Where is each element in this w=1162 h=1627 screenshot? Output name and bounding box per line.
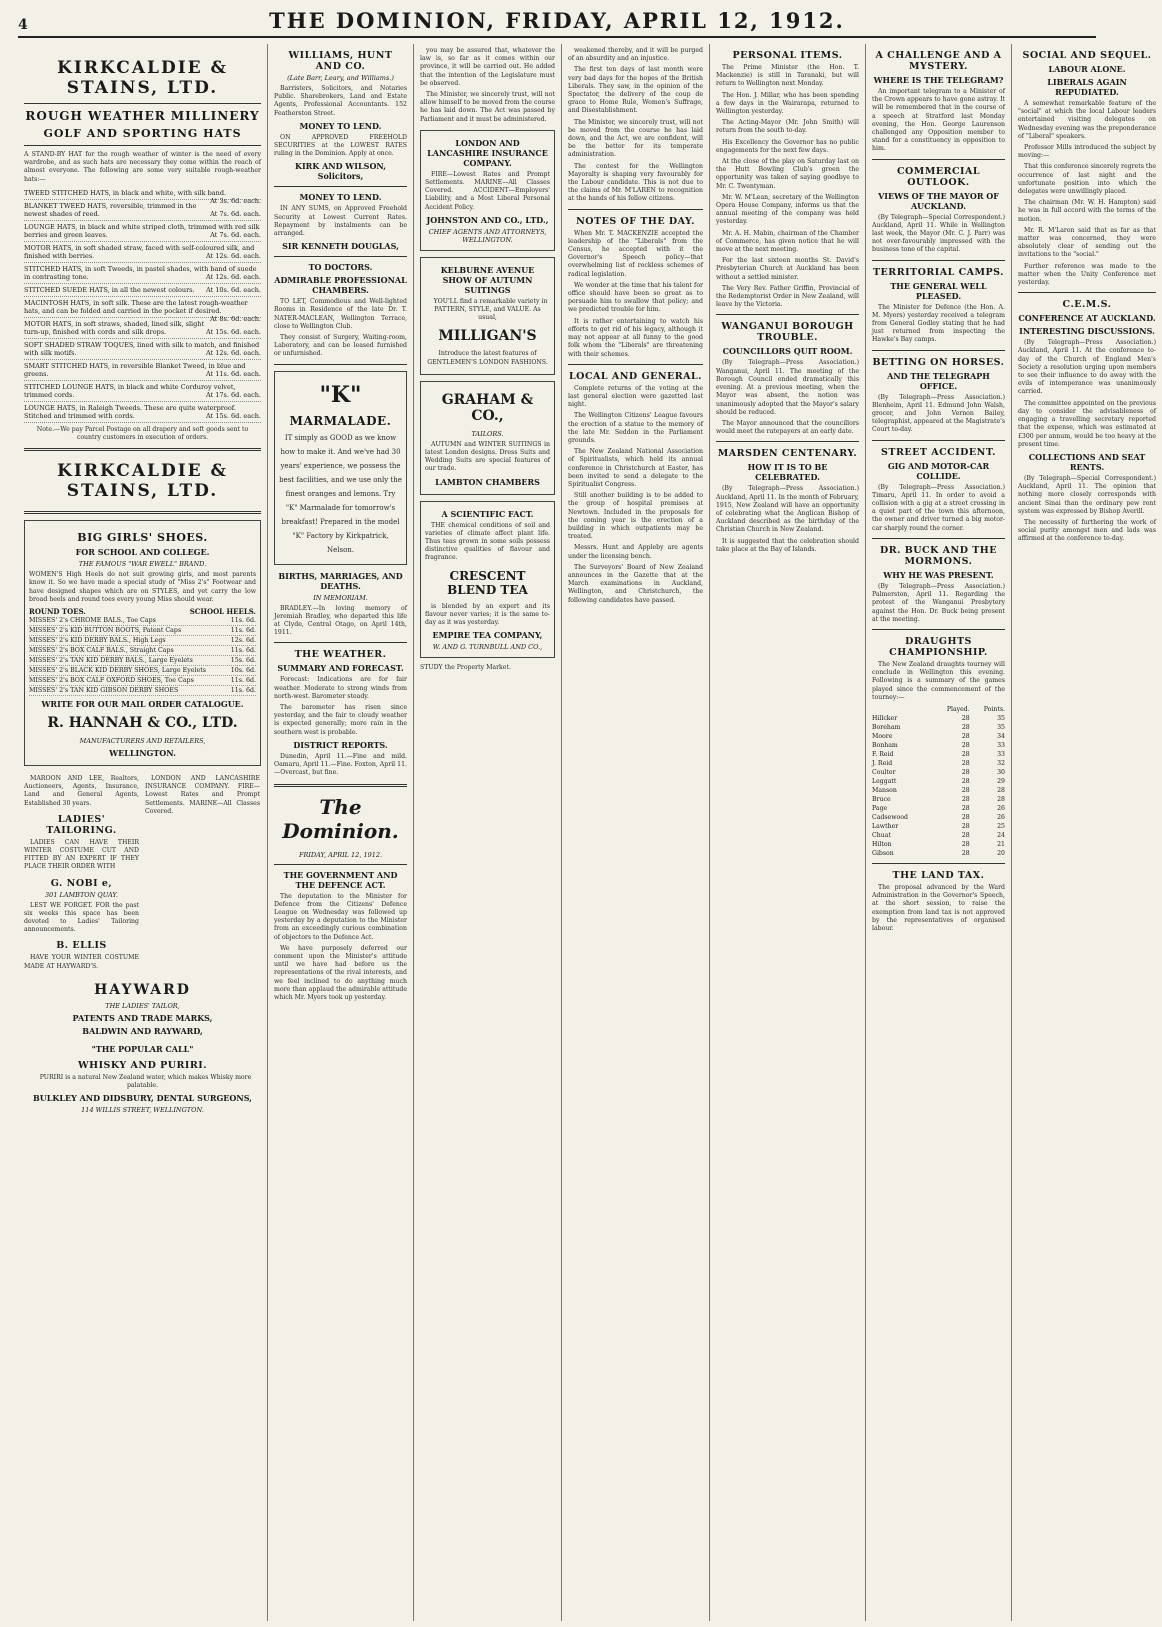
study-property: STUDY the Property Market. <box>420 664 511 672</box>
milligans-name: MILLIGAN'S <box>438 328 537 345</box>
whisky-puriri: WHISKY AND PURIRI. <box>77 1059 208 1071</box>
marsden-centenary: MARSDEN CENTENARY. <box>717 448 858 460</box>
empire-tea: EMPIRE TEA COMPANY, <box>432 630 543 641</box>
draughts-row: Hilton 28 21 <box>872 840 1005 848</box>
defence-heading: THE GOVERNMENT AND THE DEFENCE ACT. <box>283 869 398 890</box>
shoes-list <box>29 616 256 696</box>
hat-item: MACINTOSH HATS, in soft silk. These are the latest rough-weather hats, and can be folded and carried in the pocket if desired. At 8s. 6d. each. <box>24 298 261 323</box>
london-lancashire: LONDON AND LANCASHIRE INSURANCE COMPANY. <box>427 137 548 168</box>
hat-item: MOTOR HATS, in soft straws, shaded, lined silk, slight turn-up, finished with cords and silk drops. At 15s. 6d. each. <box>24 318 261 339</box>
shoes-col-heels: SCHOOL HEELS. <box>189 607 256 617</box>
hats-list <box>24 187 261 423</box>
shoe-item: MISSES' 2's TAN KID GIBSON DERBY SHOES 11s. 6d. <box>29 687 256 695</box>
scientific-fact: A SCIENTIFIC FACT. <box>441 508 534 519</box>
personal-items: PERSONAL ITEMS. <box>732 50 843 61</box>
golf-heading: GOLF AND SPORTING HATS <box>43 127 242 140</box>
masthead-title: THE DOMINION, FRIDAY, APRIL 12, 1912. <box>269 8 845 33</box>
ladies-tailoring: LADIES' TAILORING. <box>46 813 117 836</box>
marmalade-text: IT simply as GOOD as we know how to make it. And we've had 30 years' experience, we possess the best facilities, and we use only the finest oranges and lemons. Try "K" Marmalade for tomorrow's breakfast! Prepared in the model "K" Factory by Kirkpatrick, Nelson. <box>279 433 402 554</box>
column-7: SOCIAL AND SEQUEL. LABOUR ALONE. LIBERALS AGAIN REPUDIATED. A somewhat remarkable feature of the "social" at which the local Labour leaders entertained visiting delegates on Wednesday evening was the preponderance of "Liberal" speakers. Professor Mills introduced the subject by moving:— That this conference sincerely regrets the occurrence of last night and the unfortunate position into which the delegates were unwillingly placed. The chairman (Mr. W. H. Hampton) said he was in full accord with the terms of the motion. Mr. R. M'Laren said that as far as that matter was concerned, they were absolutely clear of sending out the invitations to the "social." Further reference was made to the matter when the Unity Conference met yesterday. C.E.M.S. CONFERENCE AT AUCKLAND. INTERESTING DISCUSSIONS. (By Telegraph—Press Association.) Auckland, April 11. At the conference to-day of the Church of England Men's Society a resolution urging upon members to see their influence to do away with the evils of intemperance was unanimously carried. The committee appointed on the previous day to consider the advisableness of engaging a travelling secretary reported that the expense, which was estimated at £300 per annum, would be too heavy at the present time. COLLECTIONS AND SEAT RENTS. (By Telegraph—Special Correspondent.) Auckland, April 11. The opinion that nothing more closely corresponds with ancient Sinai than the ordinary pew rent system was expressed by Bishop Averill. The necessity of furthering the work of social purity amongst men and lads was affirmed at the conference to-day. <box>1018 50 1156 543</box>
draughts-row: Hillcker 28 35 <box>872 714 1005 722</box>
hat-item: TWEED STITCHED HATS, in black and white, with silk band. At 3s. 6d. each. <box>24 188 261 205</box>
shoes-footer: WRITE FOR OUR MAIL ORDER CATALOGUE. <box>41 699 244 710</box>
hat-item: STITCHED SUEDE HATS, in all the newest colours. At 10s. 6d. each. <box>24 284 261 297</box>
hannah-name: R. HANNAH & CO., LTD. <box>47 715 238 732</box>
money-to-lend-2: MONEY TO LEND. <box>299 192 382 203</box>
draughts-championship: DRAUGHTS CHAMPIONSHIP. <box>889 635 988 658</box>
shoes-brand: THE FAMOUS "WAR EWELL" BRAND. <box>78 560 207 569</box>
hannah-city: WELLINGTON. <box>109 748 176 759</box>
shoes-intro: WOMEN'S High Heels do not suit growing girls, and most parents know it. So we have made a special study of "Miss 2's" Footwear and have designed shapes which are on STYLES, and yet carry the low broad heels and round toes every young Miss should wear. <box>29 571 256 603</box>
births-heading: BIRTHS, MARRIAGES, AND DEATHS. <box>278 570 403 591</box>
to-doctors: TO DOCTORS. <box>308 262 373 273</box>
hat-item: BLANKET TWEED HATS, reversible, trimmed in the newest shades of reed. At 7s. 6d. each. <box>24 200 261 221</box>
street-accident: STREET ACCIDENT. <box>881 446 996 458</box>
marmalade-heading: MARMALADE. <box>289 413 392 428</box>
hat-item: MOTOR HATS, in soft shaded straw, faced with self-coloured silk, and finished with berries. At 12s. 6d. each. <box>24 242 261 263</box>
lambton-chambers: LAMBTON CHAMBERS <box>435 476 540 487</box>
cems-heading: C.E.M.S. <box>1062 299 1112 311</box>
weather-heading: THE WEATHER. <box>294 649 387 661</box>
column-3: you may be assured that, whatever the law is, so far as it comes within our province, it will be carried out. He added that the intention of the Legislature must be observed. The Minister, we sincerely trust, will not allow himself to be moved from the course he has laid down. The Act was passed by Parliament and it must be administered. LONDON AND LANCASHIRE INSURANCE COMPANY. FIRE—Lowest Rates and Prompt Settlements. MARINE—All Classes Covered. ACCIDENT—Employers' Liability, and a Most Liberal Personal Accident Policy. JOHNSTON AND CO., LTD., CHIEF AGENTS AND ATTORNEYS, WELLINGTON. KELBURNE AVENUE SHOW OF AUTUMN SUITINGS YOU'LL find a remarkable variety in PATTERN, STYLE, and VALUE. As usual, MILLIGAN'S Introduce the latest features of GENTLEMEN'S LONDON FASHIONS. GRAHAM & CO., TAILORS. AUTUMN and WINTER SUITINGS in latest London designs. Dress Suits and Wedding Suits are special features of our trade. LAMBTON CHAMBERS A SCIENTIFIC FACT. THE chemical conditions of soil and varieties of climate affect plant life. Thus teas grown in some soils possess distinctive qualities of flavour and fragrance. CRESCENT BLEND TEA is blended by an expert and its flavour never varies; it is the same to-day as it was yesterday. EMPIRE TEA COMPANY, W. AND G. TURNBULL AND CO., STUDY the Property Market. <box>414 44 562 1621</box>
hat-item: SMART STITCHED HATS, in reversible Blanket Tweed, in blue and greens. At 11s. 6d. each. <box>24 360 261 381</box>
hat-item: LOUNGE HATS, in Raleigh Tweeds. These are quite waterproof. Stitched and trimmed with cords. At 15s. 6d. each. <box>24 402 261 423</box>
draughts-row: Gibson 28 20 <box>872 849 1005 857</box>
bulkley-address: 114 WILLIS STREET, WELLINGTON. <box>81 1106 204 1115</box>
land-tax: THE LAND TAX. <box>892 869 985 881</box>
labour-alone: LABOUR ALONE. <box>1048 64 1126 74</box>
draughts-row: Boreham 28 35 <box>872 723 1005 731</box>
draughts-row: Moore 28 34 <box>872 732 1005 740</box>
bulkley-name: BULKLEY AND DIDSBURY, DENTAL SURGEONS, <box>33 1093 252 1104</box>
hannah-sub: MANUFACTURERS AND RETAILERS, <box>79 737 206 746</box>
williams-sub: (Late Barr, Leary, and Williams.) <box>287 74 394 82</box>
shoe-item: MISSES' 2's TAN KID DERBY BALS., Large Eyelets 15s. 6d. <box>29 657 256 665</box>
hat-item: SOFT SHADED STRAW TOQUES, lined with silk to match, and finished with silk motifs. At 12s. 6d. each. <box>24 339 261 360</box>
cems-sub: CONFERENCE AT AUCKLAND. <box>1018 313 1156 324</box>
kirk-wilson: KIRK AND WILSON, Solicitors, <box>294 161 386 182</box>
draughts-row: Manson 28 28 <box>872 786 1005 794</box>
hayward-sub: THE LADIES' TAILOR, <box>105 1001 180 1010</box>
kelburne-show: KELBURNE AVENUE SHOW OF AUTUMN SUITINGS <box>440 264 535 295</box>
column-5: PERSONAL ITEMS. The Prime Minister (the Hon. T. Mackenzie) is still in Taranaki, but will return to Wellington next Monday. The Hon. J. Millar, who has been spending a few days in the Wairarapa, returned to Wellington yesterday. The Acting-Mayor (Mr. John Smith) will return from the south to-day. His Excellency the Governor has no public engagements for the next few days. At the close of the play on Saturday last on the Hutt Bowling Club's green the opportunity was taken of saying goodbye to Mr. C. Twentyman. Mr. W. M'Lean, secretary of the Wellington Opera House Company, informs us that the annual meeting of the company was held yesterday. Mr. A. H. Mabin, chairman of the Chamber of Commerce, has given notice that he will move at the next meeting. For the last sixteen months St. David's Presbyterian Church at Auckland has been without a settled minister. The Very Rev. Father Griffin, Provincial of the Redemptorist Order in New Zealand, will leave by the Victoria. WANGANUI BOROUGH TROUBLE. COUNCILLORS QUIT ROOM. (By Telegraph—Press Association.) Wanganui, April 11. The meeting of the Borough Council ended dramatically this evening. At a previous meeting, when the Mayor was absent, the notion was unanimously adopted that the Mayor's salary should be reduced. The Mayor announced that the councillors would meet the ratepayers at an early date. MARSDEN CENTENARY. HOW IT IS TO BE CELEBRATED. (By Telegraph—Press Association.) Auckland, April 11. In the month of February, 1915, New Zealand will have an opportunity of celebrating what the Anglican Bishop of Auckland described as the birthday of the Christian Church in New Zealand. It is suggested that the celebration should take place at the Bay of Islands. <box>710 44 866 1621</box>
rough-weather-heading: ROUGH WEATHER MILLINERY <box>25 109 260 123</box>
turnbull-co: W. AND G. TURNBULL AND CO., <box>432 643 543 652</box>
shoes-heading: BIG GIRLS' SHOES. <box>77 531 208 545</box>
shoes-col-round: ROUND TOES. <box>29 607 86 617</box>
territorial-camps: TERRITORIAL CAMPS. <box>872 266 1004 278</box>
wanganui-trouble: WANGANUI BOROUGH TROUBLE. <box>721 321 854 344</box>
money-to-lend: MONEY TO LEND. <box>299 120 382 131</box>
crescent-tea: CRESCENT BLEND TEA <box>447 568 528 597</box>
commercial-sub: VIEWS OF THE MAYOR OF AUCKLAND. <box>878 190 999 211</box>
johnston-co: JOHNSTON AND CO., LTD., <box>426 214 549 225</box>
k-marmalade-ad <box>274 371 407 565</box>
kirkcaldie-header: KIRKCALDIE & STAINS, LTD. <box>57 58 228 98</box>
commercial-outlook: COMMERCIAL OUTLOOK. <box>896 165 981 188</box>
street-sub: GIG AND MOTOR-CAR COLLIDE. <box>887 460 990 481</box>
editorial-date: FRIDAY, APRIL 12, 1912. <box>298 850 383 859</box>
popular-call: "THE POPULAR CALL" <box>91 1043 194 1054</box>
draughts-row: Cadsewood 28 26 <box>872 813 1005 821</box>
hat-item: LOUNGE HATS, in black and white striped cloth, trimmed with red silk berries and green leaves. At 7s. 6d. each. <box>24 221 261 242</box>
k-logo: "K" <box>319 381 362 408</box>
notes-of-the-day: NOTES OF THE DAY. <box>576 215 695 227</box>
johnston-sub: CHIEF AGENTS AND ATTORNEYS, WELLINGTON. <box>428 227 547 244</box>
column-6: A CHALLENGE AND A MYSTERY. WHERE IS THE TELEGRAM? An important telegram to a Minister of the Crown appears to have gone astray. It will be remembered that in the course of a speech at Stratford last Monday evening, the Hon. George Laurenson challenged any Opposition member to stand for a constituency in opposition to him. COMMERCIAL OUTLOOK. VIEWS OF THE MAYOR OF AUCKLAND. (By Telegraph—Special Correspondent.) Auckland, April 11. While in Wellington last week, the Mayor (Mr. C. J. Parr) was not over-favourably impressed with the business tone of the capital. TERRITORIAL CAMPS. THE GENERAL WELL PLEASED. The Minister for Defence (the Hon. A. M. Myers) yesterday received a telegram from General Godley stating that he had just returned from inspecting the Hawke's Bay camps. BETTING ON HORSES. AND THE TELEGRAPH OFFICE. (By Telegraph—Press Association.) Blenheim, April 11. Edmund John Walsh, grocer, and John Vernon Bailey, telegraphist, appeared at the Magistrate's Court to-day. STREET ACCIDENT. GIG AND MOTOR-CAR COLLIDE. (By Telegraph—Press Association.) Timaru, April 11. In order to avoid a collision with a gig at a street crossing in a quiet part of the town this afternoon, the owner and driver turned a big motor-car sharply round the corner. DR. BUCK AND THE MORMONS. WHY HE WAS PRESENT. (By Telegraph—Press Association.) Palmerston, April 11. Regarding the protest of the Wanganui Presbytery against the Hon. Dr. Buck being present at the meeting. DRAUGHTS CHAMPIONSHIP. The New Zealand draughts tourney will conclude in Wellington this evening. Following is a summary of the games played since the commencement of the tourney:— Played. Points. Hillcker 28 35 Boreham 28 35 Moore 28 34 Bonham 28 33 F. Reid 28 33 J. Reid 28 32 Coulter 28 30 Leggatt 28 29 Manson 28 28 Bruce 28 28 Page 28 26 Cadsewood 28 26 Lawther 28 25 Chuat 28 24 Hilton 28 21 Gibson 28 20 THE LAND TAX. The proposal advanced by the Ward Administration in the Governor's Speech, at the short session, to raise the exemption from land tax is not approved by the representatives of organised labour. <box>866 44 1012 1621</box>
shoe-item: MISSES' 2's CHROME BALS., Toe Caps 11s. 6d. <box>29 617 256 625</box>
graham-name: GRAHAM & CO., <box>441 391 534 424</box>
social-sequel: SOCIAL AND SEQUEL. <box>1022 50 1152 61</box>
memoriam-heading: IN MEMORIAM. <box>313 593 368 602</box>
williams-hunt: WILLIAMS, HUNT AND CO. <box>288 50 393 72</box>
forecast-heading: SUMMARY AND FORECAST. <box>277 663 404 674</box>
column-1: KIRKCALDIE & STAINS, LTD. ROUGH WEATHER MILLINERY GOLF AND SPORTING HATS A STAND-BY HAT for the rough weather of winter is the need of every wardrobe, and as such hats are necessary they come within the reach of almost everyone. The following are some very suitable rough-weather hats:— TWEED STITCHED HATS, in black and white, with silk band. At 3s. 6d. each. BLANKET TWEED HATS, reversible, trimmed in the newest shades of reed. At 7s. 6d. each. LOUNGE HATS, in black and white striped cloth, trimmed with red silk berries and green leaves. At 7s. 6d. each. MOTOR HATS, in soft shaded straw, faced with self-coloured silk, and finished with berries. At 12s. 6d. each. STITCHED HATS, in soft Tweeds, in pastel shades, with band of suede in contrasting tone. At 12s. 6d. each. STITCHED SUEDE HATS, in all the newest colours. At 10s. 6d. each. MACINTOSH HATS, in soft silk. These are the latest rough-weather hats, and can be folded and carried in the pocket if desired. At 8s. 6d. each. MOTOR HATS, in soft straws, shaded, lined silk, slight turn-up, finished with cords and silk drops. At 15s. 6d. each. SOFT SHADED STRAW TOQUES, lined with silk to match, and finished with silk motifs. At 12s. 6d. each. SMART STITCHED HATS, in reversible Blanket Tweed, in blue and greens. At 11s. 6d. each. STITCHED LOUNGE HATS, in black and white Corduroy velvet, trimmed cords. At 17s. 6d. each. LOUNGE HATS, in Raleigh Tweeds. These are quite waterproof. Stitched and trimmed with cords. At 15s. 6d. each. Note.—We pay Parcel Postage on all drapery and soft goods sent to country customers in execution of orders. KIRKCALDIE & STAINS, LTD. BIG GIRLS' SHOES. FOR SCHOOL AND COLLEGE. THE FAMOUS "WAR EWELL" BRAND. WOMEN'S High Heels do not suit growing girls, and most parents know it. So we have made a special study of "Miss 2's" Footwear and have designed shapes which are on STYLES, and yet carry the low broad heels and round toes every young Miss should wear. ROUND TOES. SCHOOL HEELS. MISSES' 2's CHROME BALS., Toe Caps 11s. 6d. MISSES' 2's KID BUTTON BOOTS, Patent Caps 11s. 6d. MISSES' 2's KID DERBY BALS., High Legs 12s. 6d. MISSES' 2's BOX CALF BALS., Straight Caps 11s. 6d. MISSES' 2's TAN KID DERBY BALS., Large Eyelets 15s. 6d. MISSES' 2's BLACK KID DERBY SHOES, Large Eyelets 10s. 6d. MISSES' 2's BOX CALF OXFORD SHOES, Toe Caps 11s. 6d. MISSES' 2's TAN KID GIBSON DERBY SHOES 11s. 6d. WRITE FOR OUR MAIL ORDER CATALOGUE. R. HANNAH & CO., LTD. MANUFACTURERS AND RETAILERS, WELLINGTON. MAROON AND LEE, Realtors, Auctioneers, Agents, Insurance, Land and General Agents, Established 30 years. LADIES' TAILORING. LADIES CAN HAVE THEIR WINTER COSTUME CUT AND FITTED BY AN EXPERT IF THEY PLACE THEIR ORDER WITH G. NOBI e, 301 LAMBTON QUAY. LEST WE FORGET. FOR the past six weeks this space has been devoted to Ladies' Tailoring announcements. B. ELLIS HAVE YOUR WINTER COSTUME MADE AT HAYWARD'S. LONDON AND LANCASHIRE INSURANCE COMPANY. FIRE—Lowest Rates and Prompt Settlements. MARINE—All Classes Covered. HAYWARD THE LADIES' TAILOR, PATENTS AND TRADE MARKS, BALDWIN AND RAYWARD, "THE POPULAR CALL" WHISKY AND PURIRI. PURIRI is a natural New Zealand water, which makes Whisky more palatable. BULKLEY AND DIDSBURY, DENTAL SURGEONS, 114 WILLIS STREET, WELLINGTON. <box>18 44 268 1621</box>
postage-note: Note.—We pay Parcel Postage on all drapery and soft goods sent to country customers in execution of orders. <box>36 425 249 442</box>
nobi-address: 301 LAMBTON QUAY. <box>45 890 118 899</box>
local-and-general: LOCAL AND GENERAL. <box>568 370 702 382</box>
masthead <box>18 8 1096 38</box>
territorial-sub: THE GENERAL WELL PLEASED. <box>890 280 987 301</box>
draughts-row: Bruce 28 28 <box>872 795 1005 803</box>
draughts-row: J. Reid 28 32 <box>872 759 1005 767</box>
dr-buck-mormons: DR. BUCK AND THE MORMONS. <box>879 544 998 567</box>
hayward-name: HAYWARD <box>94 981 191 998</box>
shoe-item: MISSES' 2's KID BUTTON BOOTS, Patent Caps 11s. 6d. <box>29 627 256 635</box>
hat-item: STITCHED HATS, in soft Tweeds, in pastel shades, with band of suede in contrasting tone. At 12s. 6d. each. <box>24 263 261 284</box>
draughts-row: Leggatt 28 29 <box>872 777 1005 785</box>
hat-item: STITCHED LOUNGE HATS, in black and white Corduroy velvet, trimmed cords. At 17s. 6d. each. <box>24 381 261 402</box>
shoe-item: MISSES' 2's BLACK KID DERBY SHOES, Large Eyelets 10s. 6d. <box>29 667 256 675</box>
draughts-row: Coulter 28 30 <box>872 768 1005 776</box>
liberals-repudiated: LIBERALS AGAIN REPUDIATED. <box>1047 77 1127 97</box>
professional-chambers: ADMIRABLE PROFESSIONAL CHAMBERS. <box>274 275 407 296</box>
dominion-nameplate: The Dominion. <box>282 794 399 843</box>
hats-intro: A STAND-BY HAT for the rough weather of winter is the need of every wardrobe, and as such hats are necessary they come within the reach of almost everyone. The following are some very suitable rough-weather hats:— <box>24 151 261 183</box>
betting-sub: AND THE TELEGRAPH OFFICE. <box>887 370 990 391</box>
cems-sub2: INTERESTING DISCUSSIONS. <box>1019 326 1155 337</box>
kirkcaldie-header-2: KIRKCALDIE & STAINS, LTD. <box>57 461 228 502</box>
kenneth-douglas: SIR KENNETH DOUGLAS, <box>282 241 399 252</box>
shoe-item: MISSES' 2's KID DERBY BALS., High Legs 12s. 6d. <box>29 637 256 645</box>
collections-seat-rents: COLLECTIONS AND SEAT RENTS. <box>1028 451 1146 472</box>
buck-sub: WHY HE WAS PRESENT. <box>883 569 994 580</box>
draughts-row: Bonham 28 33 <box>872 741 1005 749</box>
column-4: weakened thereby, and it will be purged of an absurdity and an injustice. The first ten days of last month were very bad days for the hopes of the British Liberals. They saw, in the opinion of the Spectator, the delivery of the coup de grace to Home Rule, Women's Suffrage, and Disestablishment. The Minister, we sincerely trust, will not be moved from the course he has laid down, and the Act, we are confident, will be the better for its temperate administration. The contest for the Wellington Mayoralty is shaping very favourably for the Labour candidate. This is not due to the claims of Mr. M'LAREN to recognition at the hands of his fellow citizens. NOTES OF THE DAY. When Mr. T. MACKENZIE accepted the leadership of the "Liberals" from the Census, he accepted with it the Governor's Speech policy—that overwhelming list of reckless schemes of radical legislation. We wonder at the time that his talent for office should have been so great as to persuade him to swallow that policy; and we predicted trouble for him. It is rather entertaining to watch his efforts to get rid of his legacy, although it may not appear at all funny to the good folk whom the "Liberals" are threatening with their schemes. LOCAL AND GENERAL. Complete returns of the voting at the last general election were gazetted last night. The Wellington Citizens' League favours the erection of a statue to the memory of the late Mr. Seddon in the Parliament grounds. The New Zealand National Association of Spiritualists, which held its annual conference in Christchurch at Easter, has been invited to send a delegate to the Spiritualist Congress. Still another building is to be added to the group of hospital premises at Newtown. Included in the proposals for the coming year is the erection of a building in which outpatients may be treated. Messrs. Hunt and Appleby are agents under the licensing bench. The Surveyors' Board of New Zealand announces in the Gazette that at the March examinations in Auckland, Wellington, and Christchurch, the following candidates have passed. <box>562 44 710 1621</box>
draughts-table: Played. Points. Hillcker 28 35 Boreham 28 35 Moore 28 34 Bonham 28 33 F. Reid 28 33 J. Reid 28 32 Coulter 28 30 Leggatt 28 29 Manson 28 28 Bruce 28 28 Page 28 26 Cadsewood 28 26 Lawther 28 25 Chuat 28 24 Hilton 28 21 Gibson 28 20 <box>872 705 1005 857</box>
milligans-sub: Introduce the latest features of GENTLEMEN'S LONDON FASHIONS. <box>427 350 548 366</box>
shoes-ad <box>24 520 261 766</box>
shoe-item: MISSES' 2's BOX CALF OXFORD SHOES, Toe Caps 11s. 6d. <box>29 677 256 685</box>
district-reports: DISTRICT REPORTS. <box>293 739 388 750</box>
betting-horses: BETTING ON HORSES. <box>872 356 1005 368</box>
challenge-mystery: A CHALLENGE AND A MYSTERY. <box>875 50 1002 72</box>
challenge-sub: WHERE IS THE TELEGRAM? <box>873 75 1004 85</box>
draughts-row: Page 28 26 <box>872 804 1005 812</box>
page-number: 4 <box>18 17 28 33</box>
shoes-subheading: FOR SCHOOL AND COLLEGE. <box>75 547 210 558</box>
patents-heading: PATENTS AND TRADE MARKS, <box>72 1012 213 1023</box>
councillors-quit: COUNCILLORS QUIT ROOM. <box>722 346 853 357</box>
column-2: WILLIAMS, HUNT AND CO. (Late Barr, Leary, and Williams.) Barristers, Solicitors, and Notaries Public. Sharebrokers, Land and Estate Agents, Professional Accountants. 152 Featherston Street. MONEY TO LEND. ON APPROVED FREEHOLD SECURITIES at the LOWEST RATES ruling in the Dominion. Apply at once. KIRK AND WILSON, Solicitors, MONEY TO LEND. IN ANY SUMS, on Approved Freehold Security at Lowest Current Rates. Repayment by instalments can be arranged. SIR KENNETH DOUGLAS, TO DOCTORS. ADMIRABLE PROFESSIONAL CHAMBERS. TO LET, Commodious and Well-lighted Rooms in Residence of the late Dr. T. NATER-MACLEAN, Wellington Terrace, close to Wellington Club. They consist of Surgery, Waiting-room, Laboratory, and can be leased furnished or unfurnished. "K" MARMALADE. IT simply as GOOD as we know how to make it. And we've had 30 years' experience, we possess the best facilities, and we use only the finest oranges and lemons. Try "K" Marmalade for tomorrow's breakfast! Prepared in the model "K" Factory by Kirkpatrick, Nelson. BIRTHS, MARRIAGES, AND DEATHS. IN MEMORIAM. BRADLEY.—In loving memory of Jeremiah Bradley, who departed this life at Clyde, Central Otago, on April 14th, 1911. THE WEATHER. SUMMARY AND FORECAST. Forecast: Indications are for fair weather. Moderate to strong winds from north-west. Barometer steady. The barometer has risen since yesterday, and the fair to cloudy weather is expected generally; more rain in the southern west is probable. DISTRICT REPORTS. Dunedin, April 11.—Fine and mild. Oamaru, April 11.—Fine. Foxton, April 11.—Overcast, but fine. The Dominion. FRIDAY, APRIL 12, 1912. THE GOVERNMENT AND THE DEFENCE ACT. The deputation to the Minister for Defence from the Citizens' Defence League on Wednesday was followed up yesterday by a deputation to the Minister from an exceedingly curious combination of objectors to the Defence Act. We have purposely deferred our comment upon the Minister's attitude until we have had before us the representations of the rival interests, and we feel inclined to do anything much more than applaud the admirable attitude which Mr. Myers took up yesterday. <box>268 44 414 1621</box>
nobi-name: G. NOBI e, <box>50 877 113 889</box>
draughts-row: Chuat 28 24 <box>872 831 1005 839</box>
shoe-item: MISSES' 2's BOX CALF BALS., Straight Caps 11s. 6d. <box>29 647 256 655</box>
draughts-row: F. Reid 28 33 <box>872 750 1005 758</box>
draughts-row: Lawther 28 25 <box>872 822 1005 830</box>
ellis-name: B. ELLIS <box>56 940 107 952</box>
baldwin-name: BALDWIN AND RAYWARD, <box>82 1025 203 1036</box>
marsden-sub: HOW IT IS TO BE CELEBRATED. <box>747 462 828 483</box>
graham-sub: TAILORS. <box>471 429 504 438</box>
